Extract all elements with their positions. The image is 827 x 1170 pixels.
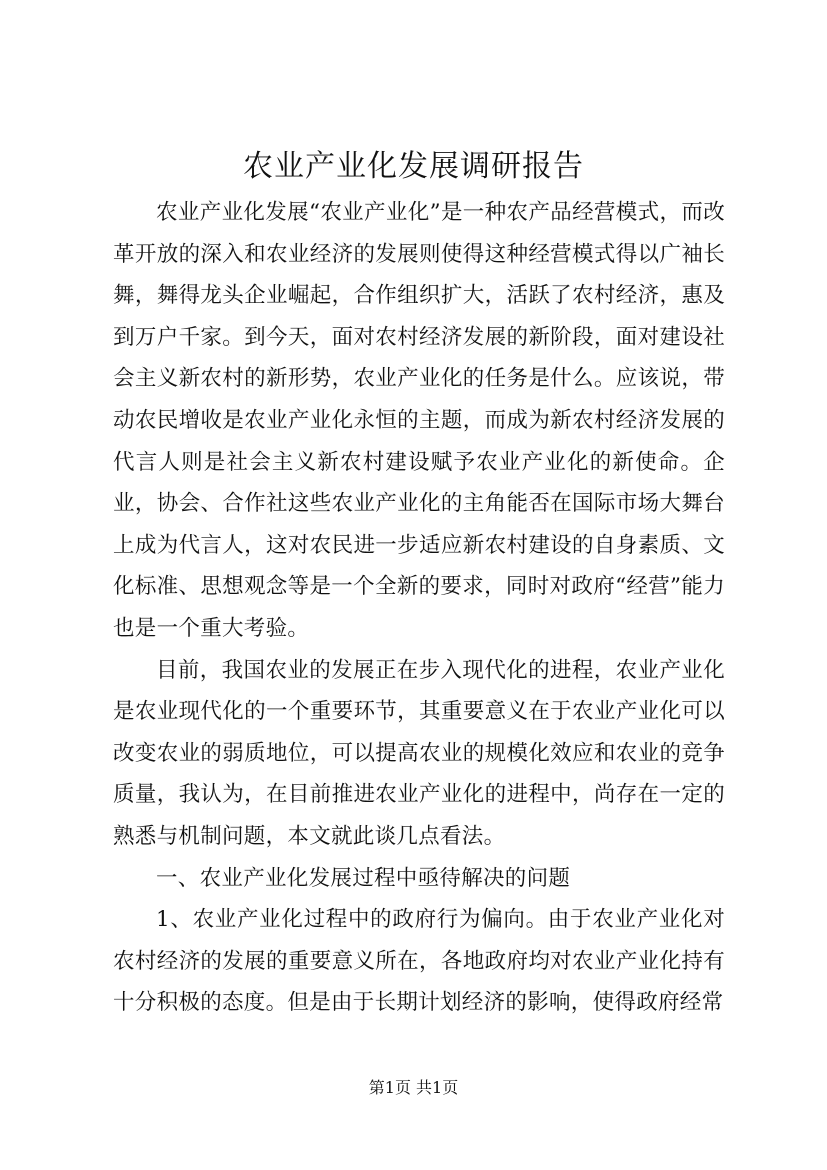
document-title: 农业产业化发展调研报告 (243, 149, 584, 184)
paragraph-current-status: 目前，我国农业的发展正在步入现代化的进程，农业产业化是农业现代化的一个重要环节，其重要意义在于农业产业化可以改变农业的弱质地位，可以提高农业的规模化效应和农业的竞争质量，我认为，在目前推进农业产业化的进程中，尚存在一定的熟悉与机制问题，本文就此谈几点看法。 (113, 657, 725, 849)
section-heading-problems: 一、农业产业化发展过程中亟待解决的问题 (156, 865, 571, 891)
paragraph-intro: 农业产业化发展“农业产业化”是一种农产品经营模式，而改革开放的深入和农业经济的发展则使得这种经营模式得以广袖长舞，舞得龙头企业崛起，合作组织扩大，活跃了农村经济，惠及到万户千家。到今天，面对农村经济发展的新阶段，面对建设社会主义新农村的新形势，农业产业化的任务是什么。应该说，带动农民增收是农业产业化永恒的主题，而成为新农村经济发展的代言人则是社会主义新农村建设赋予农业产业化的新使命。企业，协会、合作社这些农业产业化的主角能否在国际市场大舞台上成为代言人，这对农民进一步适应新农村建设的自身素质、文化标准、思想观念等是一个全新的要求，同时对政府“经营”能力也是一个重大考验。 (113, 200, 725, 641)
page-footer: 第1页 共1页 (368, 1078, 459, 1097)
paragraph-government-behavior: 1、农业产业化过程中的政府行为偏向。由于农业产业化对农村经济的发展的重要意义所在，各地政府均对农业产业化持有十分积极的态度。但是由于长期计划经济的影响，使得政府经常 (113, 907, 725, 1016)
document-body (113, 192, 725, 1024)
